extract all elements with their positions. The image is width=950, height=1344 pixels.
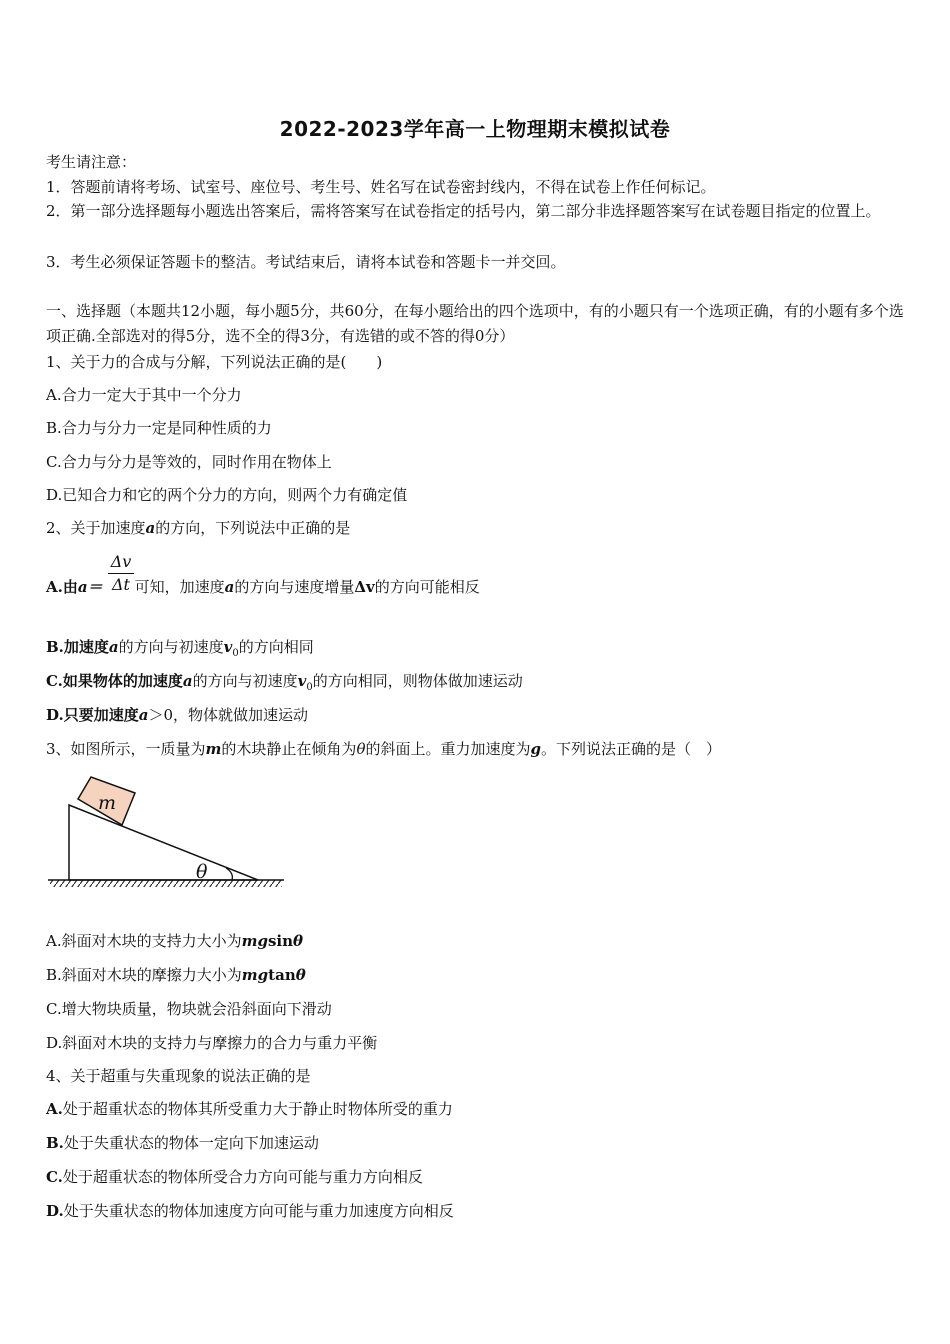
q4-option-c: C.处于超重状态的物体所受合力方向可能与重力方向相反 <box>46 1168 423 1186</box>
q2-option-d: D.只要加速度a＞0，物体就做加速运动 <box>46 706 308 724</box>
page-title: 2022-2023学年高一上物理期末模拟试卷 <box>279 117 671 141</box>
q4-option-d: D.处于失重状态的物体加速度方向可能与重力加速度方向相反 <box>46 1202 454 1220</box>
q1-option-d: D.已知合力和它的两个分力的方向，则两个力有确定值 <box>46 486 408 504</box>
incline-triangle <box>69 805 258 880</box>
q1-option-a: A.合力一定大于其中一个分力 <box>46 386 242 404</box>
fraction-numerator: Δv <box>110 552 132 571</box>
q4-stem: 4、关于超重与失重现象的说法正确的是 <box>46 1067 311 1085</box>
q1-option-b: B.合力与分力一定是同种性质的力 <box>46 419 272 437</box>
q3-option-d: D.斜面对木块的支持力与摩擦力的合力与重力平衡 <box>46 1034 378 1052</box>
fraction-denominator: Δt <box>112 575 130 594</box>
section-heading: 一、选择题（本题共12小题，每小题5分，共60分，在每小题给出的四个选项中，有的小题只有一个选项正确，有的小题有多个选项正确.全部选对的得5分，选不全的得3分，有选错的或不答的得0分） <box>46 302 904 345</box>
q1-stem: 1、关于力的合成与分解，下列说法正确的是( ) <box>46 353 383 371</box>
q2-option-c: C.如果物体的加速度a的方向与初速度$v_0$的方向相同，则物体做加速运动 <box>46 672 523 693</box>
q2-option-b: B.加速度a的方向与初速度$v_0$的方向相同 <box>46 638 314 659</box>
q1-option-c: C.合力与分力是等效的，同时作用在物体上 <box>46 453 332 471</box>
q2-option-a: A.由a＝ 可知，加速度a的方向与速度增量Δv的方向可能相反 <box>46 578 480 596</box>
ground-hatch <box>50 880 282 887</box>
q3-option-b: B.斜面对木块的摩擦力大小为mgtanθ <box>46 966 306 984</box>
notice-item-2: 2．第一部分选择题每小题选出答案后，需将答案写在试卷指定的括号内，第二部分非选择题答案写在试卷题目指定的位置上。 <box>46 202 881 220</box>
q4-option-a: A.处于超重状态的物体其所受重力大于静止时物体所受的重力 <box>46 1100 453 1118</box>
delta-v: Δv <box>354 578 375 596</box>
block-label: m <box>98 792 117 814</box>
q3-option-a: A.斜面对木块的支持力大小为mgsinθ <box>46 932 304 950</box>
q2-stem: 2、关于加速度a的方向，下列说法中正确的是 <box>46 519 351 537</box>
angle-label: θ <box>196 861 208 883</box>
q3-stem: 3、如图所示，一质量为m的木块静止在倾角为θ的斜面上。重力加速度为g。下列说法正确的是（ ） <box>46 740 721 758</box>
notice-heading: 考生请注意： <box>46 153 137 171</box>
q4-option-b: B.处于失重状态的物体一定向下加速运动 <box>46 1134 319 1152</box>
incline-figure <box>44 772 288 894</box>
var-a: a <box>145 519 156 537</box>
notice-item-3: 3．考生必须保证答题卡的整洁。考试结束后，请将本试卷和答题卡一并交回。 <box>46 253 566 271</box>
notice-item-1: 1．答题前请将考场、试室号、座位号、考生号、姓名写在试卷密封线内，不得在试卷上作任何标记。 <box>46 178 716 196</box>
fraction-dv-dt <box>108 552 134 595</box>
formula-a-eq: a＝ <box>77 578 103 596</box>
q3-option-c: C.增大物块质量，物块就会沿斜面向下滑动 <box>46 1000 332 1018</box>
fraction-bar <box>108 573 134 574</box>
